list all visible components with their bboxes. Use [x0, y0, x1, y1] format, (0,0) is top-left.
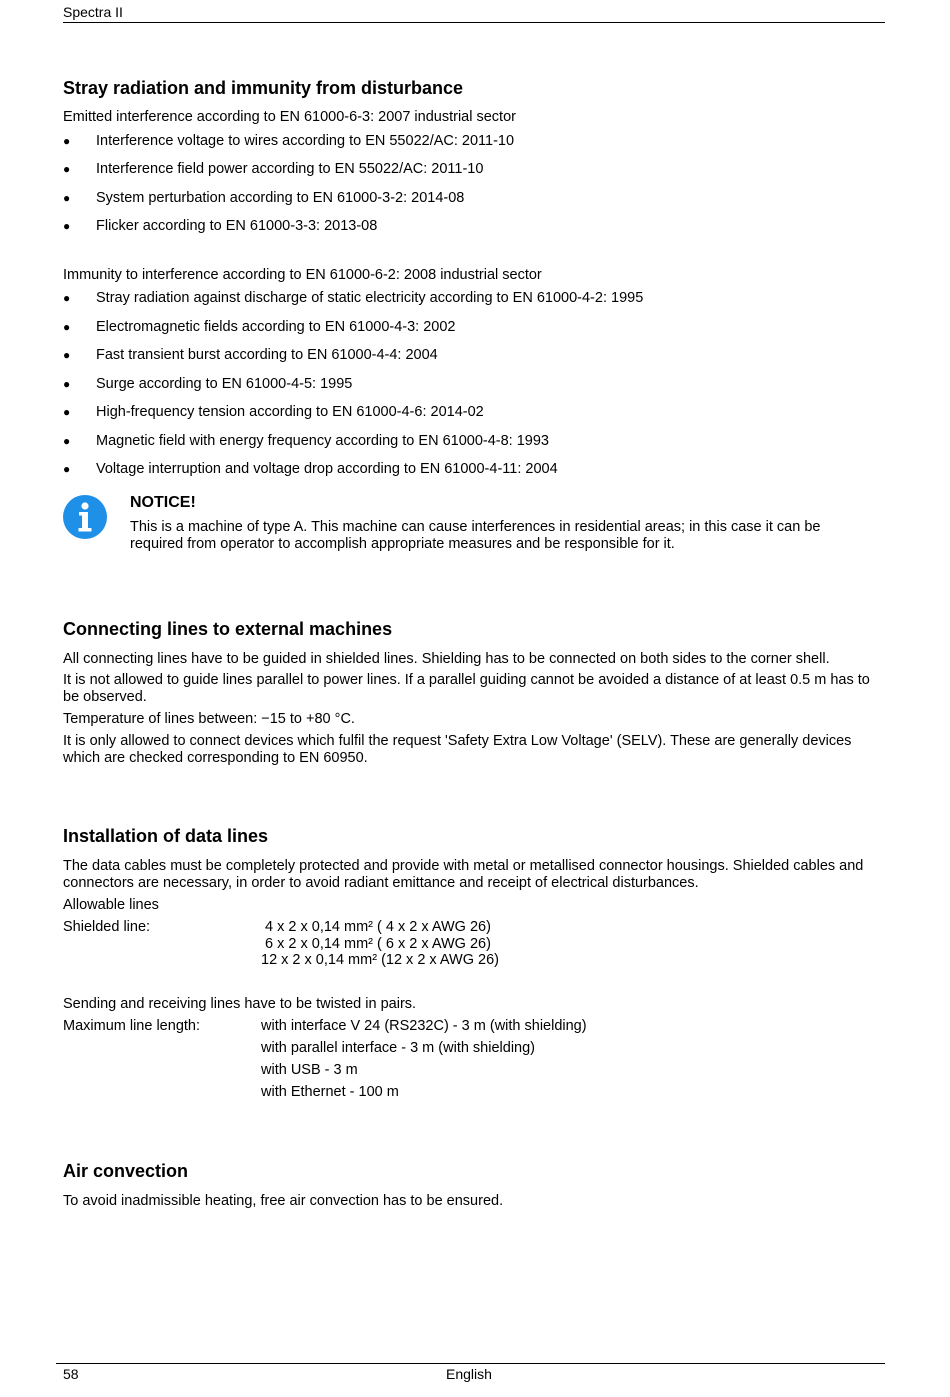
- allowable-lines-label: Allowable lines: [63, 897, 159, 913]
- max-line-length-value: with USB - 3 m: [261, 1062, 358, 1078]
- max-line-length-value: with parallel interface - 3 m (with shielding): [261, 1040, 535, 1056]
- bullet-icon: ●: [63, 377, 71, 391]
- notice-text: This is a machine of type A. This machine can cause interferences in residential areas; in this case it can be required from operator to accomplish appropriate measures and be responsible for it.: [130, 519, 821, 552]
- paragraph: It is only allowed to connect devices which fulfil the request 'Safety Extra Low Voltage' (SELV). These are generally devices which are checked corresponding to EN 60950.: [63, 733, 852, 766]
- bullet-icon: ●: [63, 134, 71, 148]
- section-heading-air-convection: Air convection: [63, 1161, 189, 1181]
- immunity-intro: Immunity to interference according to EN 61000-6-2: 2008 industrial sector: [63, 267, 542, 283]
- bullet-icon: ●: [63, 191, 71, 205]
- twisted-pairs-text: Sending and receiving lines have to be twisted in pairs.: [63, 996, 417, 1012]
- page-footer: [56, 1363, 885, 1388]
- bullet-icon: ●: [63, 219, 71, 233]
- emitted-intro: Emitted interference according to EN 61000-6-3: 2007 industrial sector: [63, 109, 516, 125]
- footer-language: English: [446, 1366, 492, 1382]
- page-header: [63, 3, 885, 23]
- bullet-icon: ●: [63, 320, 71, 334]
- paragraph: It is not allowed to guide lines parallel to power lines. If a parallel guiding cannot be avoided a distance of at least 0.5 m has to be observed.: [63, 672, 870, 705]
- max-line-length-value: with interface V 24 (RS232C) - 3 m (with shielding): [261, 1018, 587, 1034]
- notice-box: [63, 493, 875, 555]
- info-icon: [63, 495, 107, 539]
- shielded-line-value: 12 x 2 x 0,14 mm² (12 x 2 x AWG 26): [261, 952, 499, 968]
- bullet-icon: ●: [63, 291, 71, 305]
- notice-title: NOTICE!: [130, 494, 196, 511]
- bullet-icon: ●: [63, 162, 71, 176]
- bullet-icon: ●: [63, 348, 71, 362]
- section-heading-stray-radiation: Stray radiation and immunity from disturbance: [63, 78, 464, 98]
- max-line-length-label: Maximum line length:: [63, 1018, 200, 1034]
- section-heading-connecting-lines: Connecting lines to external machines: [63, 619, 393, 639]
- shielded-line-value: 4 x 2 x 0,14 mm² ( 4 x 2 x AWG 26): [261, 919, 491, 935]
- shielded-line-label: Shielded line:: [63, 919, 151, 935]
- bullet-icon: ●: [63, 462, 71, 476]
- shielded-line-value: 6 x 2 x 0,14 mm² ( 6 x 2 x AWG 26): [261, 936, 491, 952]
- paragraph: The data cables must be completely protected and provide with metal or metallised connector housings. Shielded cables and connectors are necessary, in order to avoid radiant emittance and receipt of electrical disturbances.: [63, 858, 864, 891]
- page-number: 58: [63, 1366, 79, 1382]
- bullet-icon: ●: [63, 405, 71, 419]
- header-title: Spectra II: [63, 4, 123, 20]
- paragraph: All connecting lines have to be guided in shielded lines. Shielding has to be connected on both sides to the corner shell.: [63, 651, 830, 667]
- max-line-length-value: with Ethernet - 100 m: [261, 1084, 399, 1100]
- air-convection-text: To avoid inadmissible heating, free air convection has to be ensured.: [63, 1193, 504, 1209]
- paragraph: Temperature of lines between: −15 to +80 °C.: [63, 711, 355, 727]
- bullet-icon: ●: [63, 434, 71, 448]
- section-heading-data-lines: Installation of data lines: [63, 826, 269, 846]
